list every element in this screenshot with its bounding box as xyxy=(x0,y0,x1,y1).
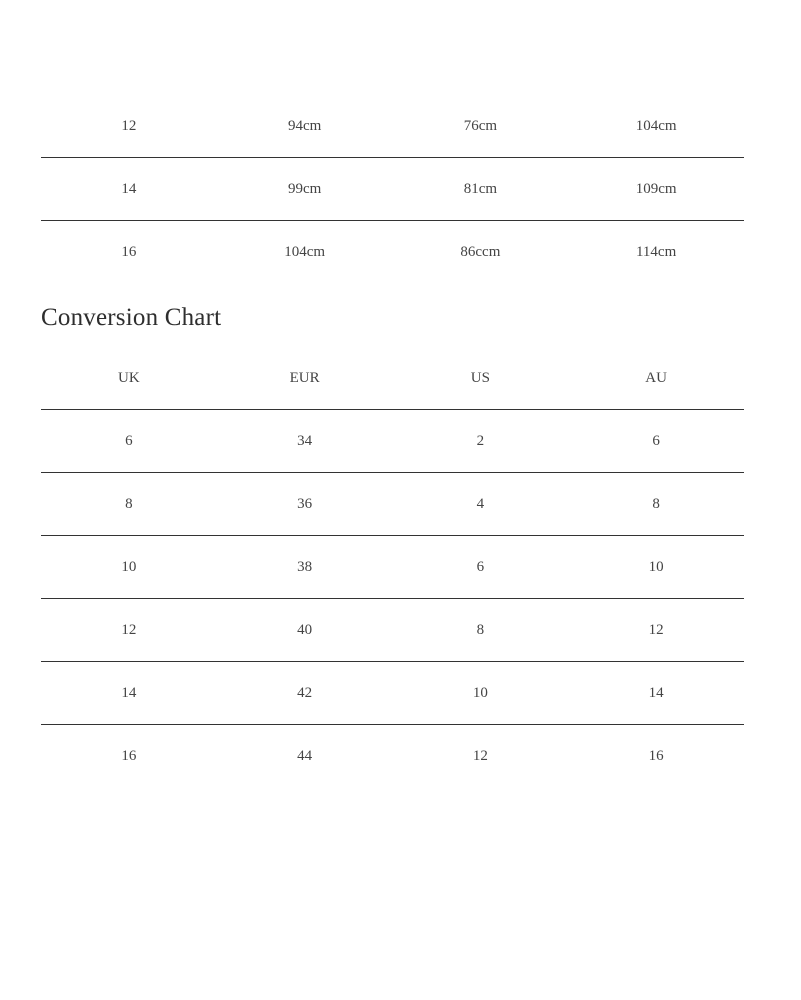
uk-cell: 8 xyxy=(41,473,217,536)
table-row xyxy=(41,536,744,599)
bust-cell: 104cm xyxy=(217,221,393,284)
bust-cell: 94cm xyxy=(287,117,322,134)
size-cell: 16 xyxy=(41,221,217,284)
column-header-eur: EUR xyxy=(289,369,320,386)
au-cell: 12 xyxy=(568,599,744,662)
size-cell: 12 xyxy=(121,117,137,134)
column-header-uk: UK xyxy=(118,369,140,386)
us-cell: 2 xyxy=(393,410,569,473)
eur-cell: 44 xyxy=(217,725,393,788)
waist-cell: 76cm xyxy=(463,117,498,134)
table-row xyxy=(41,221,744,284)
au-cell: 16 xyxy=(568,725,744,788)
uk-cell: 16 xyxy=(41,725,217,788)
table-row xyxy=(41,158,744,221)
column-header-au: AU xyxy=(645,369,667,386)
table-row xyxy=(41,725,744,788)
eur-cell: 38 xyxy=(217,536,393,599)
eur-cell: 42 xyxy=(217,662,393,725)
us-cell: 6 xyxy=(393,536,569,599)
uk-cell: 10 xyxy=(41,536,217,599)
eur-cell: 34 xyxy=(217,410,393,473)
us-cell: 4 xyxy=(393,473,569,536)
uk-cell: 14 xyxy=(41,662,217,725)
size-cell: 14 xyxy=(41,158,217,221)
au-cell: 8 xyxy=(568,473,744,536)
table-row xyxy=(41,662,744,725)
table-row xyxy=(41,599,744,662)
us-cell: 10 xyxy=(393,662,569,725)
hip-cell: 104cm xyxy=(635,117,677,134)
table-row xyxy=(41,410,744,473)
table-row xyxy=(41,95,744,158)
conversion-chart-table xyxy=(41,347,744,787)
eur-cell: 36 xyxy=(217,473,393,536)
waist-cell: 86ccm xyxy=(393,221,569,284)
us-cell: 12 xyxy=(393,725,569,788)
waist-cell: 81cm xyxy=(393,158,569,221)
uk-cell: 12 xyxy=(41,599,217,662)
hip-cell: 109cm xyxy=(568,158,744,221)
hip-cell: 114cm xyxy=(568,221,744,284)
uk-cell: 6 xyxy=(41,410,217,473)
au-cell: 10 xyxy=(568,536,744,599)
size-measurements-table xyxy=(41,95,744,283)
au-cell: 14 xyxy=(568,662,744,725)
table-row xyxy=(41,473,744,536)
column-header-us: US xyxy=(470,369,490,386)
us-cell: 8 xyxy=(393,599,569,662)
bust-cell: 99cm xyxy=(217,158,393,221)
conversion-chart-title: Conversion Chart xyxy=(41,304,222,331)
au-cell: 6 xyxy=(568,410,744,473)
eur-cell: 40 xyxy=(217,599,393,662)
size-guide-content xyxy=(41,95,744,787)
table-header-row xyxy=(41,347,744,410)
